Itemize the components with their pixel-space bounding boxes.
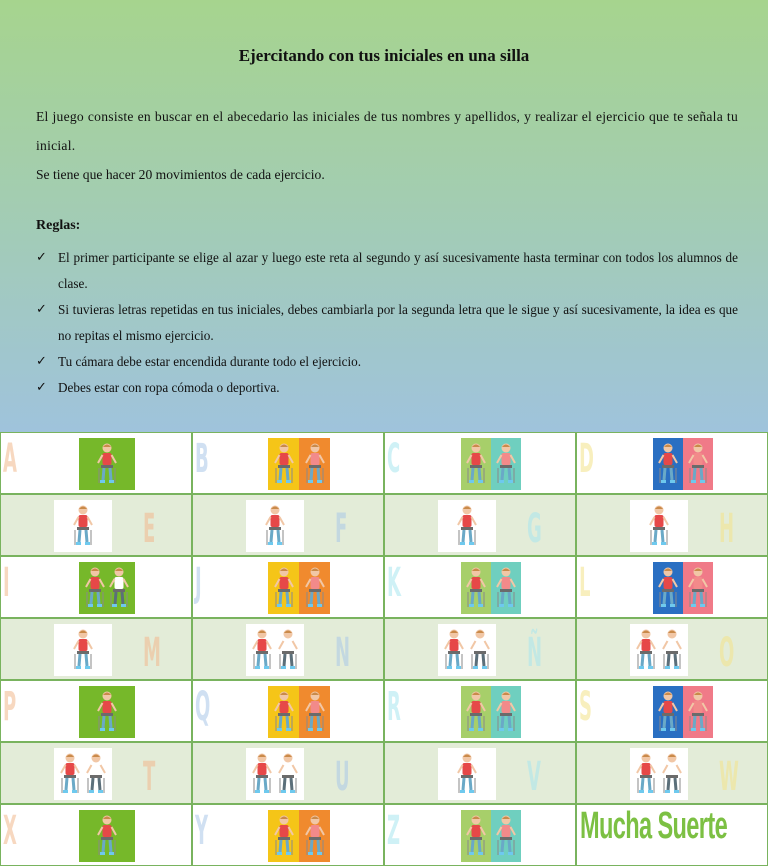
- letter-cell: [384, 618, 576, 680]
- seated-knee-lift-icon: [79, 686, 135, 738]
- checkmark-icon: ✓: [36, 250, 47, 265]
- rule-item: ✓ El primer participante se elige al azar y luego este reta al segundo y así sucesivamente hasta terminar con todos los alumnos de clase.: [36, 245, 738, 297]
- mucha-suerte-text: Mucha Suerte: [580, 805, 728, 847]
- letter-label: R: [387, 684, 401, 730]
- letter-label: F: [335, 506, 348, 552]
- intro-repetitions: Se tiene que hacer 20 movimientos de cada ejercicio.: [36, 167, 325, 182]
- letter-label: L: [579, 560, 591, 606]
- letter-cell: [0, 680, 192, 742]
- letter-cell: [0, 432, 192, 494]
- letter-label: O: [719, 630, 735, 676]
- seated-twist-icon: [461, 686, 521, 738]
- letter-label: Z: [387, 808, 401, 854]
- letter-cell: [576, 432, 768, 494]
- seated-leg-stretch-icon: [54, 624, 112, 676]
- seated-knee-lift-icon: [54, 500, 112, 552]
- letter-cell: [384, 742, 576, 804]
- letter-label: Q: [195, 684, 211, 730]
- letter-cell: [576, 680, 768, 742]
- rule-item: ✓ Debes estar con ropa cómoda o deportiva.: [36, 375, 738, 401]
- letter-label: C: [387, 436, 401, 482]
- seated-side-reach-icon: [630, 500, 688, 552]
- letter-cell: [384, 804, 576, 866]
- seated-side-reach-icon: [653, 686, 713, 738]
- letter-cell: [384, 556, 576, 618]
- letter-cell: [384, 432, 576, 494]
- letter-cell: [192, 494, 384, 556]
- letter-cell: [576, 618, 768, 680]
- seated-knee-hug-icon: [246, 500, 304, 552]
- letter-label: M: [143, 630, 161, 676]
- seated-twist-icon: [438, 500, 496, 552]
- seated-jumping-jack-icon: [79, 562, 135, 614]
- intro-paragraph: El juego consiste en buscar en el abecedario las iniciales de tus nombres y apellidos, y realizar el ejercicio que te señala tu inicial.: [36, 109, 738, 153]
- letter-label: Ñ: [527, 630, 543, 676]
- letter-label: G: [527, 506, 542, 552]
- letter-label: P: [3, 684, 17, 730]
- checkmark-icon: ✓: [36, 302, 47, 317]
- letter-cell: [192, 804, 384, 866]
- letter-cell: [192, 618, 384, 680]
- alphabet-exercise-grid: [0, 432, 768, 866]
- seated-arm-curl-icon: [246, 624, 304, 676]
- seated-shoulder-press-icon: [653, 562, 713, 614]
- letter-label: H: [719, 506, 735, 552]
- letter-label: U: [335, 754, 350, 800]
- seated-arm-raise-icon: [461, 810, 521, 862]
- letter-cell: [192, 742, 384, 804]
- letter-cell: [0, 556, 192, 618]
- letter-label: I: [3, 560, 10, 606]
- seated-overhead-press-icon: [268, 562, 330, 614]
- rules-list: [36, 245, 738, 401]
- page-title: Ejercitando con tus iniciales en una silla: [238, 46, 530, 65]
- seated-leg-stretch-icon: [79, 810, 135, 862]
- rule-item: ✓ Si tuvieras letras repetidas en tus iniciales, debes cambiarla por la segunda letra que le sigue y así sucesivamente, la idea es que no repitas el mismo ejercicio.: [36, 297, 738, 349]
- letter-cell: [192, 680, 384, 742]
- seated-leg-extension-icon: [461, 562, 521, 614]
- letter-cell: [576, 556, 768, 618]
- seated-shoulder-press-icon: [630, 748, 688, 800]
- seated-arm-raise-icon: [438, 624, 496, 676]
- letter-label: S: [579, 684, 592, 730]
- rules-heading: Reglas:: [36, 218, 81, 233]
- letter-label: B: [195, 436, 209, 482]
- letter-label: W: [719, 754, 739, 800]
- seated-jumping-jack-icon: [54, 748, 112, 800]
- letter-label: X: [3, 808, 17, 854]
- letter-cell: [192, 556, 384, 618]
- seated-overhead-press-icon: [246, 748, 304, 800]
- seated-side-bend-icon: [630, 624, 688, 676]
- seated-arm-curl-icon: [268, 810, 330, 862]
- letter-cell: [576, 494, 768, 556]
- letter-label: Y: [195, 808, 209, 854]
- letter-cell: [0, 494, 192, 556]
- seated-arm-curl-icon: [268, 438, 330, 490]
- seated-leg-stretch-icon: [79, 438, 135, 490]
- letter-cell: [0, 742, 192, 804]
- checkmark-icon: ✓: [36, 380, 47, 395]
- seated-arm-raise-icon: [461, 438, 521, 490]
- letter-cell: [384, 680, 576, 742]
- letter-cell: [0, 618, 192, 680]
- header-panel: [0, 0, 768, 432]
- letter-cell: [576, 742, 768, 804]
- seated-leg-extension-icon: [438, 748, 496, 800]
- letter-label: T: [143, 754, 156, 800]
- checkmark-icon: ✓: [36, 354, 47, 369]
- letter-label: N: [335, 630, 351, 676]
- letter-cell: [192, 432, 384, 494]
- letter-cell: [384, 494, 576, 556]
- letter-label: A: [3, 436, 17, 482]
- letter-label: K: [387, 560, 401, 606]
- letter-label: J: [195, 560, 202, 606]
- closing-cell: [576, 804, 768, 866]
- letter-label: V: [527, 754, 541, 800]
- letter-label: D: [579, 436, 594, 482]
- seated-side-bend-icon: [653, 438, 713, 490]
- seated-knee-hug-icon: [268, 686, 330, 738]
- rule-item: ✓ Tu cámara debe estar encendida durante todo el ejercicio.: [36, 349, 738, 375]
- letter-cell: [0, 804, 192, 866]
- letter-label: E: [143, 506, 156, 552]
